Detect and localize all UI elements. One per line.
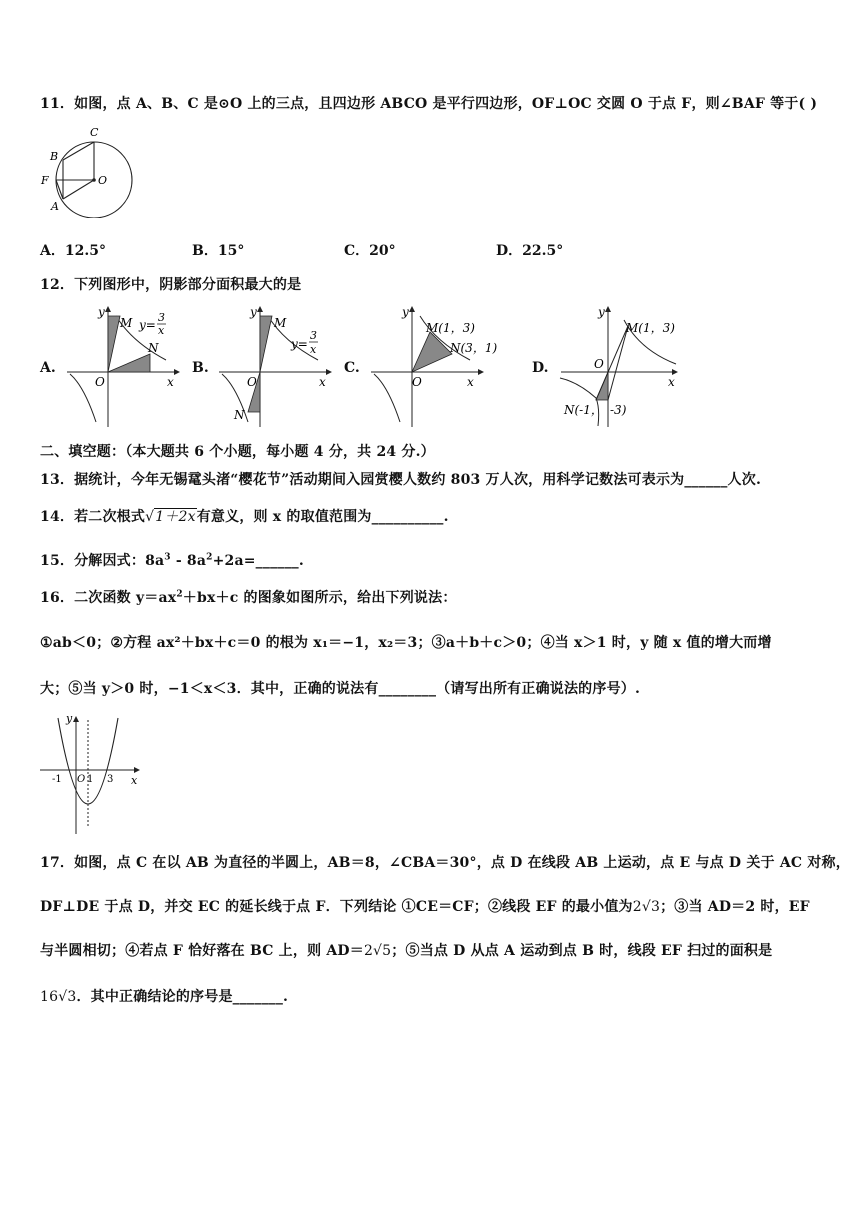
q15-exp2: 2 (206, 552, 213, 563)
q17-line3-radical: 2√5 (363, 943, 392, 959)
q12-option-d-letter[interactable]: D. (532, 360, 549, 376)
q15-text (40, 550, 304, 570)
q12d-label-x: x (668, 375, 675, 389)
q12b-fn-den: x (310, 343, 317, 356)
q17-line2-radical: 2√3 (632, 899, 661, 915)
q16-label-neg1: -1 (52, 774, 62, 785)
q12d-label-n2: -3) (610, 403, 627, 417)
q12c-label-m: M(1，3) (426, 321, 475, 335)
q12d-label-y: y (598, 305, 605, 319)
q12c-label-o: O (412, 375, 422, 389)
q12c-label-x: x (467, 375, 474, 389)
q12-graph-c (366, 302, 516, 432)
q16-line1-sup: 2 (176, 589, 183, 600)
q17-line1: 17．如图，点 C 在以 AB 为直径的半圆上，AB＝8，∠CBA＝30°，点 D 在线段 AB 上运动，点 E 与点 D 关于 AC 对称， (40, 855, 850, 871)
q12a-fn-num: 3 (158, 311, 165, 324)
q17-line2-pre: DF⊥DE 于点 D，并交 EC 的延长线于点 F．下列结论 ①CE＝CF；②线段 EF 的最小值为 (40, 899, 633, 915)
q12b-fn-y: y= (291, 337, 308, 351)
q12a-label-y: y (98, 305, 105, 319)
q16-line2: ①ab＜0；②方程 ax²＋bx＋c＝0 的根为 x₁＝−1，x₂＝3；③a＋b＋c＞0；④当 x＞1 时，y 随 x 值的增大而增 (40, 635, 772, 651)
q12-option-b-letter[interactable]: B. (192, 360, 209, 376)
q16-label-1: 1 (87, 774, 94, 785)
q11-label-o: O (98, 174, 108, 187)
q12b-fn-num: 3 (310, 329, 317, 342)
q14-pre: 14．若二次根式 (40, 509, 146, 525)
q11-label-c: C (90, 126, 99, 139)
q15-mid: - 8a (170, 553, 207, 569)
q12a-label-n: N (148, 341, 159, 355)
q17-line4-radical: 16√3 (40, 989, 77, 1005)
q12b-label-m: M (274, 316, 287, 330)
q17-line3 (40, 940, 772, 960)
q12-graph-b (214, 302, 334, 432)
q11-option-b[interactable]: B．15° (192, 243, 245, 259)
q12-graph-d (556, 302, 686, 432)
q17-line3-pre: 与半圆相切；④若点 F 恰好落在 BC 上，则 AD＝ (40, 943, 364, 959)
q16-line1-post: ＋bx＋c 的图象如图所示，给出下列说法： (182, 590, 457, 606)
q16-line3: 大；⑤当 y＞0 时，−1＜x＜3．其中，正确的说法有________（请写出所有正确说法的序号）. (40, 681, 641, 697)
q16-label-3: 3 (107, 774, 114, 785)
q17-line4 (40, 986, 288, 1006)
q12a-fn-den: x (158, 324, 165, 337)
q17-line3-post: ；⑤当点 D 从点 A 运动到点 B 时，线段 EF 扫过的面积是 (391, 943, 773, 959)
q12-text: 12．下列图形中，阴影部分面积最大的是 (40, 277, 302, 293)
q12-option-a-letter[interactable]: A. (40, 360, 56, 376)
q14-post: 有意义，则 x 的取值范围为__________. (196, 509, 449, 525)
q17-line4-post: ．其中正确结论的序号是_______. (76, 989, 289, 1005)
q16-label-x: x (131, 774, 138, 787)
section-2-heading: 二、填空题：（本大题共 6 个小题，每小题 4 分，共 24 分.） (40, 444, 435, 460)
q12d-label-o: O (594, 357, 604, 371)
q11-option-d[interactable]: D．22.5° (496, 243, 564, 259)
q11-circle-figure (36, 122, 140, 218)
q15-pre: 15．分解因式：8a (40, 553, 165, 569)
q17-line2 (40, 896, 810, 916)
q12d-label-n1: N(-1， (564, 403, 603, 417)
q12c-label-y: y (402, 305, 409, 319)
q14-radicand: 1＋2x (155, 509, 196, 525)
q12b-label-y: y (250, 305, 257, 319)
q12a-label-m: M (120, 316, 133, 330)
q14-sqrt: √1＋2x (145, 509, 196, 525)
q12a-fn-y: y= (139, 318, 156, 332)
q11-label-f: F (41, 174, 49, 187)
q11-option-a[interactable]: A．12.5° (40, 243, 106, 259)
q14-text (40, 506, 449, 526)
q12b-label-x: x (319, 375, 326, 389)
q15-exp1: 3 (164, 552, 171, 563)
q11-text: 11．如图，点 A、B、C 是⊙O 上的三点，且四边形 ABCO 是平行四边形，OF⊥OC 交圆 O 于点 F，则∠BAF 等于( ) (40, 96, 818, 112)
q12-graph-a (62, 302, 182, 432)
q12b-label-n: N (234, 408, 245, 422)
q16-parabola-figure (36, 710, 146, 838)
q12-option-c-letter[interactable]: C. (344, 360, 360, 376)
q17-line2-post: ；③当 AD＝2 时，EF (660, 899, 810, 915)
q16-label-o: O (77, 774, 86, 785)
q15-post: +2a=______. (212, 553, 304, 569)
q12b-label-o: O (247, 375, 257, 389)
q12a-label-o: O (95, 375, 105, 389)
q16-line1 (40, 587, 457, 607)
q16-label-y: y (66, 712, 73, 725)
q11-option-c[interactable]: C．20° (344, 243, 396, 259)
q12a-label-x: x (167, 375, 174, 389)
q12d-label-m: M(1，3) (626, 321, 675, 335)
q12c-label-n: N(3，1) (450, 341, 498, 355)
q11-label-b: B (50, 150, 59, 163)
q16-line1-pre: 16．二次函数 y＝ax (40, 590, 177, 606)
q11-label-a: A (51, 200, 59, 213)
q13-text: 13．据统计，今年无锡鼋头渚“樱花节”活动期间入园赏樱人数约 803 万人次，用科学记数法可表示为______人次. (40, 472, 762, 488)
